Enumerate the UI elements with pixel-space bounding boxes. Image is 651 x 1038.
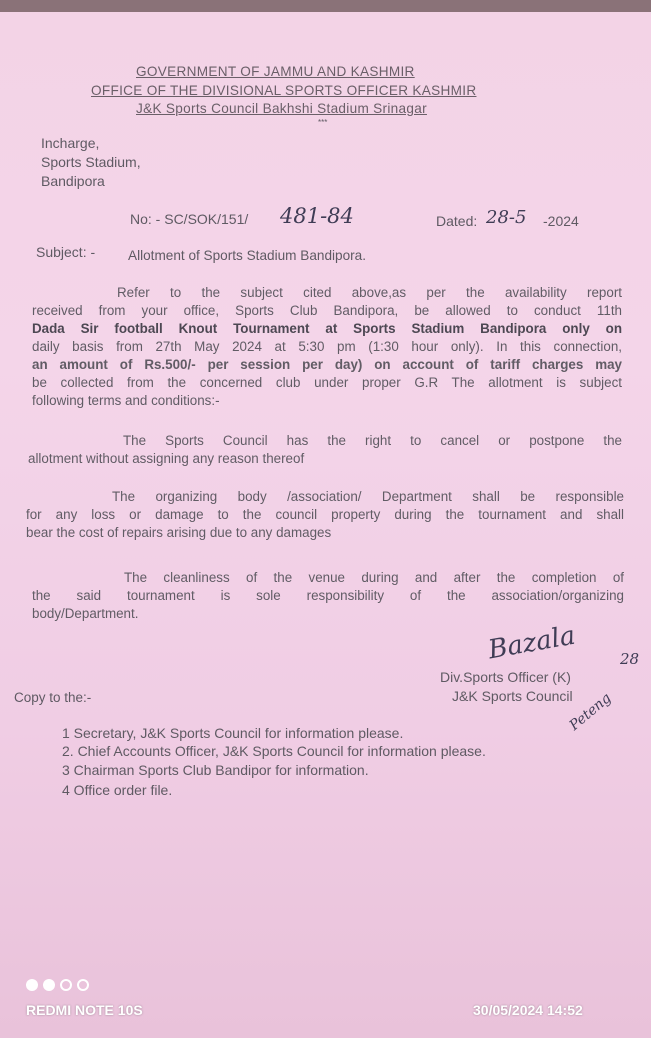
addressee-line: Sports Stadium, bbox=[41, 154, 141, 170]
dated-label: Dated: bbox=[436, 213, 478, 229]
letterhead-council: J&K Sports Council Bakhshi Stadium Srinagar bbox=[136, 101, 427, 116]
body-line: The Sports Council has the right to cancel or postpone the bbox=[123, 433, 622, 448]
ref-number-handwritten: 481-84 bbox=[280, 204, 354, 228]
body-line: The cleanliness of the venue during and after the completion of bbox=[124, 570, 624, 585]
dated-handwritten: 28-5 bbox=[486, 207, 527, 228]
body-line: Dada Sir football Knout Tournament at Sports Stadium Bandipora only on bbox=[32, 321, 622, 336]
copy-to-item: 1 Secretary, J&K Sports Council for information please. bbox=[62, 725, 404, 741]
signatory-title: Div.Sports Officer (K) bbox=[440, 669, 571, 685]
body-line: allotment without assigning any reason thereof bbox=[28, 451, 305, 466]
copy-to-item: 4 Office order file. bbox=[62, 782, 173, 798]
body-paragraph-2 bbox=[28, 432, 622, 468]
body-line: for any loss or damage to the council property during the tournament and shall bbox=[26, 507, 624, 522]
copy-to-label: Copy to the:- bbox=[14, 690, 92, 705]
body-paragraph-4 bbox=[32, 569, 624, 623]
subject-label: Subject: - bbox=[36, 244, 96, 260]
signature: Bazala bbox=[486, 620, 578, 666]
camera-watermark-logo bbox=[26, 978, 94, 996]
body-paragraph-3 bbox=[26, 488, 624, 542]
dot-icon bbox=[60, 979, 72, 991]
letterhead-ornament: *** bbox=[318, 118, 328, 127]
copy-to-item: 2. Chief Accounts Officer, J&K Sports Council for information please. bbox=[62, 743, 486, 759]
body-line: Refer to the subject cited above,as per the availability report bbox=[117, 285, 622, 300]
letterhead-office: OFFICE OF THE DIVISIONAL SPORTS OFFICER KASHMIR bbox=[91, 83, 477, 98]
initials: Peteng bbox=[566, 690, 615, 734]
subject-text: Allotment of Sports Stadium Bandipora. bbox=[128, 248, 367, 263]
signature-date: 28 bbox=[620, 650, 640, 668]
body-line: The organizing body /association/ Department shall be responsible bbox=[112, 489, 624, 504]
body-paragraph-1 bbox=[32, 284, 622, 410]
body-line: received from your office, Sports Club Bandipora, be allowed to conduct 11th bbox=[32, 303, 622, 318]
body-line: the said tournament is sole responsibility of the association/organizing bbox=[32, 588, 624, 603]
addressee-line: Bandipora bbox=[41, 173, 105, 189]
body-line: daily basis from 27th May 2024 at 5:30 pm (1:30 hour only). In this connection, bbox=[32, 339, 622, 354]
copy-to-item: 3 Chairman Sports Club Bandipor for information. bbox=[62, 762, 369, 778]
ref-number-label: No: - SC/SOK/151/ bbox=[130, 211, 249, 227]
signatory-org: J&K Sports Council bbox=[452, 688, 573, 704]
body-line: body/Department. bbox=[32, 606, 139, 621]
dated-year: -2024 bbox=[543, 213, 579, 229]
body-line: bear the cost of repairs arising due to any damages bbox=[26, 525, 332, 540]
body-line: be collected from the concerned club under proper G.R The allotment is subject bbox=[32, 375, 622, 390]
body-line: following terms and conditions:- bbox=[32, 393, 220, 408]
body-line: an amount of Rs.500/- per session per day) on account of tariff charges may bbox=[32, 357, 622, 372]
dot-icon bbox=[77, 979, 89, 991]
camera-timestamp: 30/05/2024 14:52 bbox=[473, 1002, 583, 1018]
camera-device-name: REDMI NOTE 10S bbox=[26, 1002, 143, 1018]
dot-icon bbox=[26, 979, 38, 991]
letterhead-government: GOVERNMENT OF JAMMU AND KASHMIR bbox=[136, 64, 415, 79]
addressee-line: Incharge, bbox=[41, 135, 100, 151]
dot-icon bbox=[43, 979, 55, 991]
